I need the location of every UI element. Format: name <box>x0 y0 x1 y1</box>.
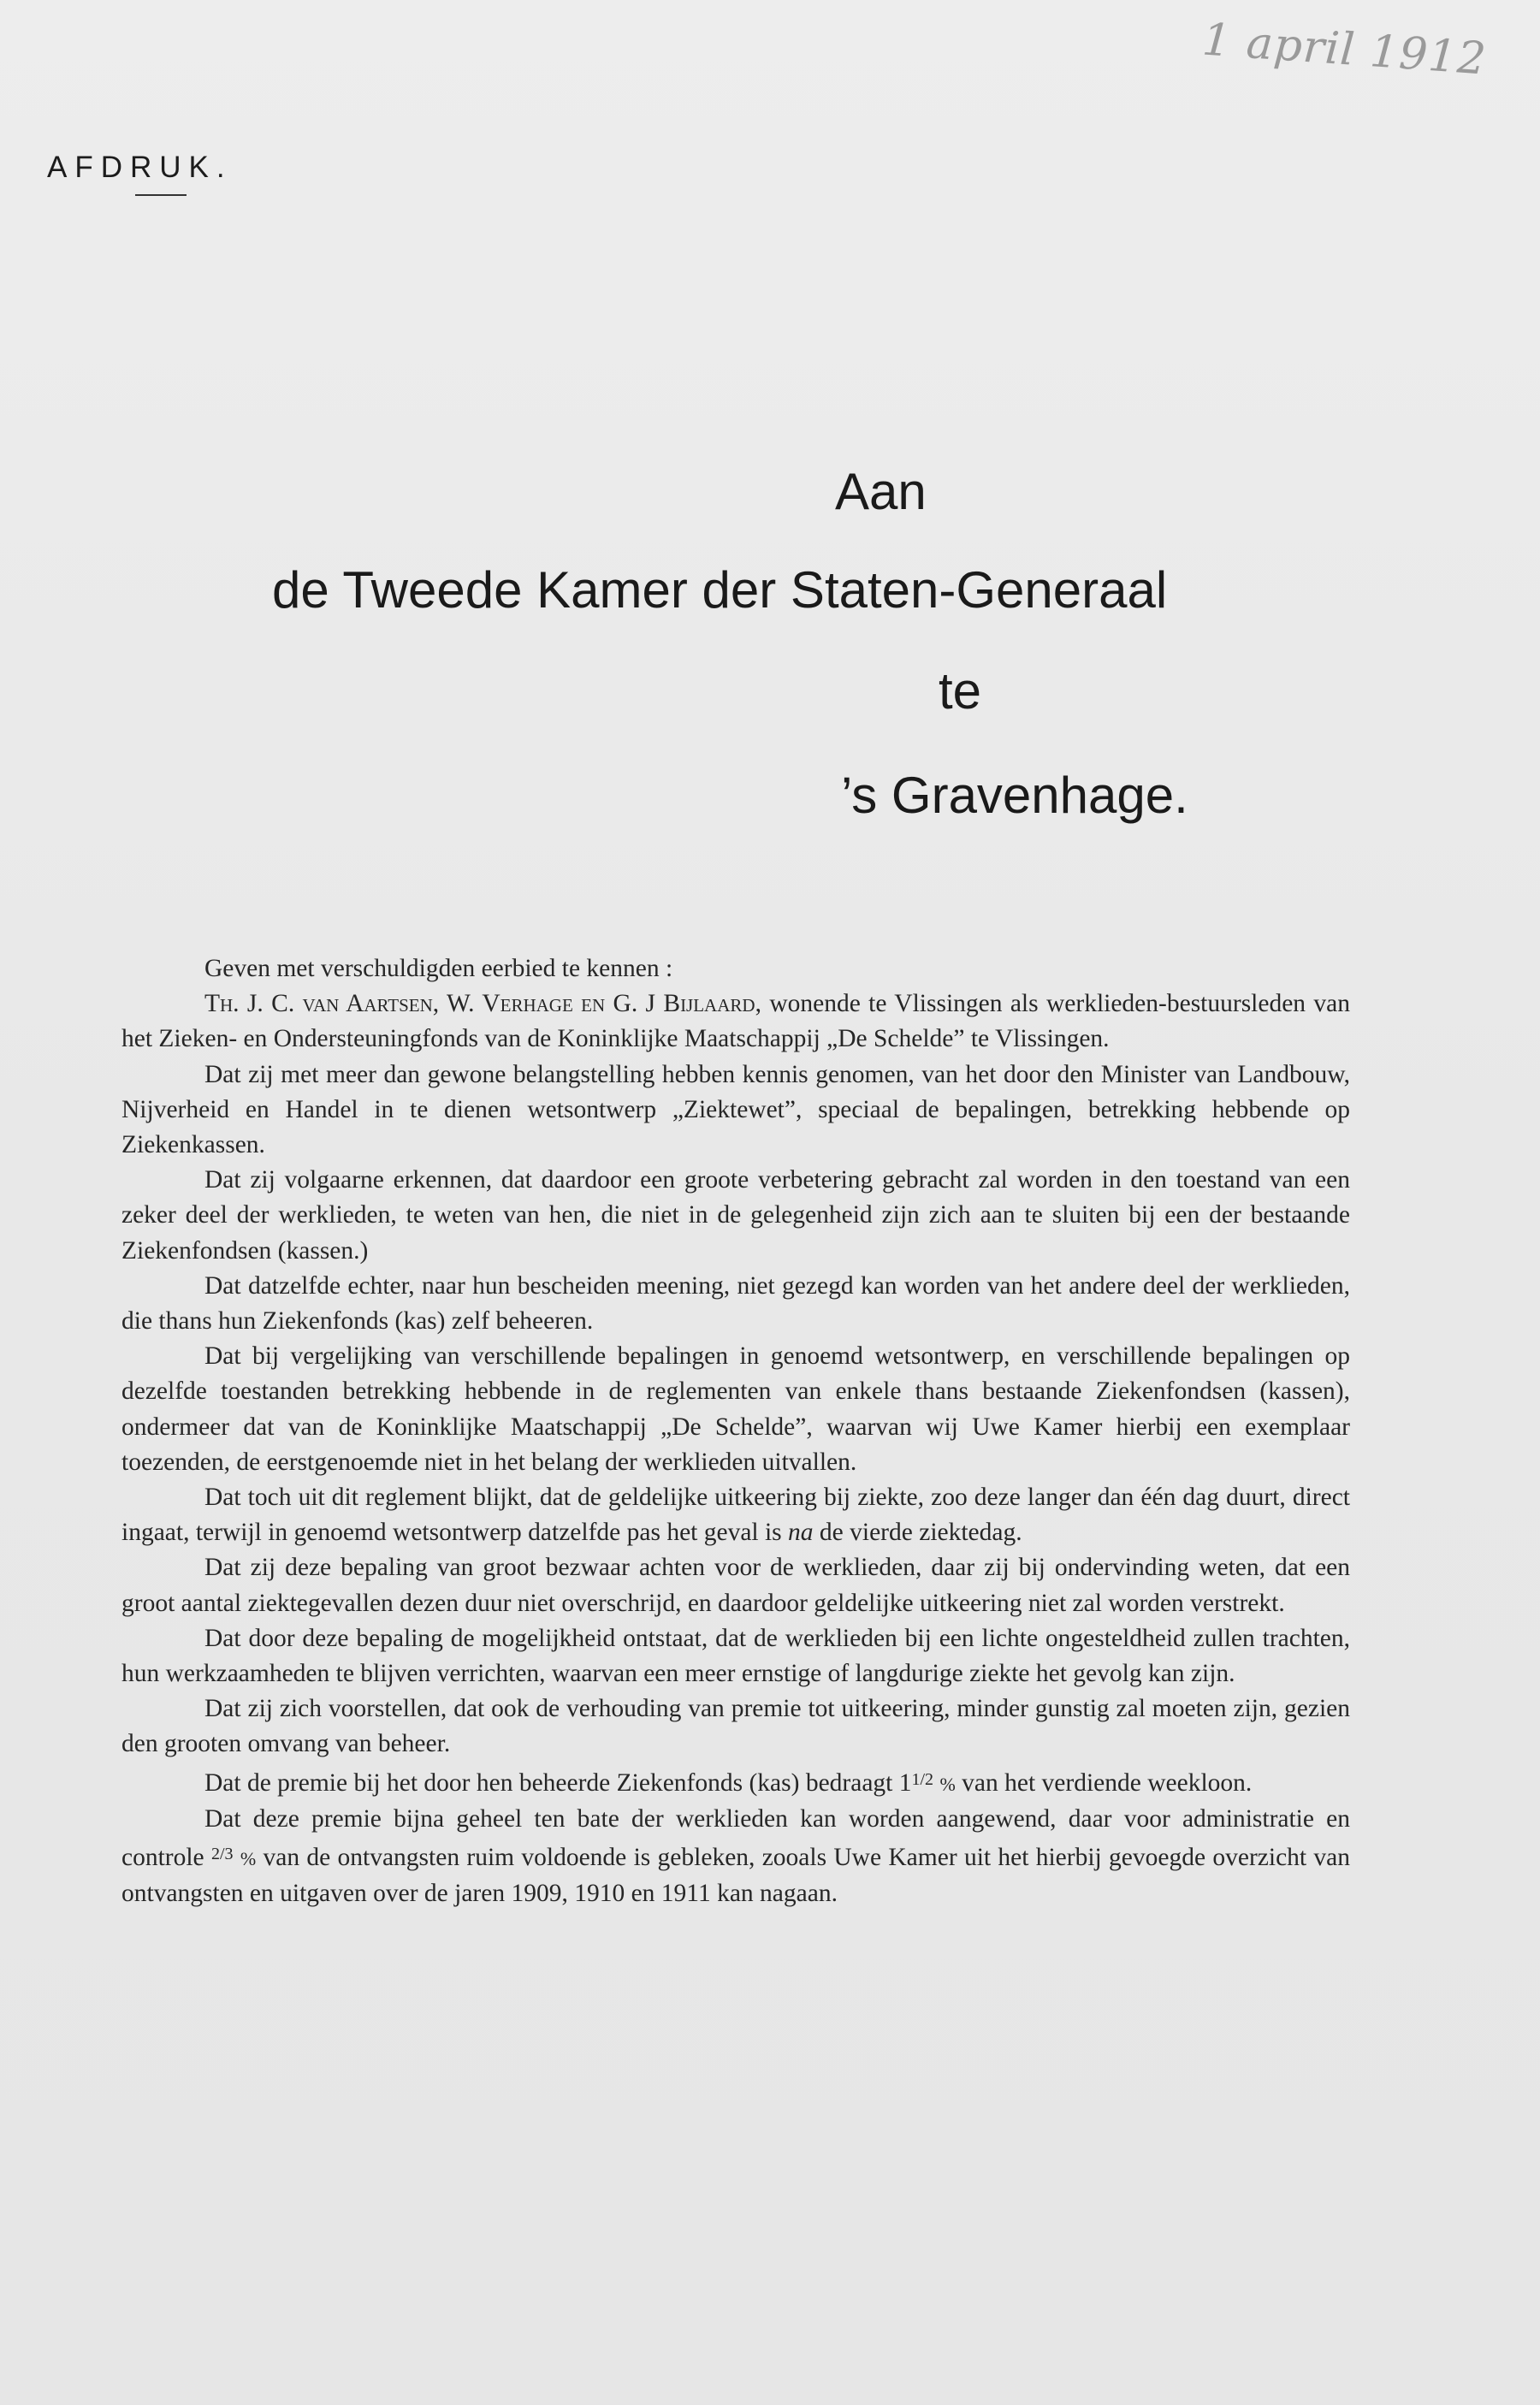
petitioner-details: wonende te Vlissingen als werklieden-bestuursleden van het Zieken- en Ondersteuningfonds van de Koninklijke Maatschappij „De Schelde” te Vlissingen. <box>121 990 1351 1053</box>
admin-fraction: 2/3 <box>210 1845 234 1864</box>
addressee-line-kamer: de Tweede Kamer der Staten-Generaal <box>272 561 1168 619</box>
header-mark: AFDRUK. <box>47 151 233 184</box>
petition-body <box>121 951 1350 1911</box>
paragraph-7-text-b: de vierde ziektedag. <box>813 1519 1022 1547</box>
paragraph-12-text-b: van de ontvangsten ruim voldoende is gebleken, zooals Uwe Kamer uit het hierbij gevoegde overzicht van ontvangsten en uitgaven over de jaren 1909, 1910 en 1911 kan nagaan. <box>121 1844 1351 1908</box>
paragraph-11-text-a: Dat de premie bij het door hen beheerde Ziekenfonds (kas) bedraagt <box>204 1768 899 1797</box>
paragraph-6: Dat bij vergelijking van verschillende bepalingen in genoemd wetsontwerp, en verschillende bepalingen op dezelfde toestanden betrekking hebbende in de reglementen van enkele thans bestaande Ziekenfondsen (kassen), ondermeer dat van de Koninklijke Maatschappij „De Schelde”, waarvan wij Uwe Kamer hierbij een exemplaar toezenden, de eerstgenoemde niet in het belang der werklieden uitvallen. <box>121 1342 1350 1476</box>
paragraph-11 <box>121 1762 1350 1802</box>
premium-whole: 1 <box>898 1768 912 1797</box>
paragraph-9: Dat door deze bepaling de mogelijkheid ontstaat, dat de werklieden bij een lichte ongesteldheid zullen trachten, hun werkzaamheden te blijven verrichten, waarvan een meer ernstige of langdurige ziekte het gevolg kan zijn. <box>121 1624 1350 1688</box>
premium-fraction: 1/2 <box>911 1769 934 1789</box>
paragraph-3: Dat zij met meer dan gewone belangstelling hebben kennis genomen, van het door den Minister van Landbouw, Nijverheid en Handel in te dienen wetsontwerp „Ziektewet”, speciaal de bepalingen, betrekking hebbende op Ziekenkassen. <box>121 1060 1350 1159</box>
paragraph-petitioners <box>121 986 1350 1057</box>
paragraph-7-emphasis: na <box>788 1519 814 1547</box>
paragraph-12-text-a: Dat deze premie bijna geheel ten bate der werklieden kan worden aangewend, daar voor administratie en controle <box>121 1804 1350 1872</box>
header-underline <box>135 194 187 196</box>
paragraph-12 <box>121 1802 1350 1912</box>
petitioner-names: Th. J. C. van Aartsen, W. Verhage en G. J Bijlaard, <box>204 990 761 1018</box>
admin-percent-sign: % <box>240 1848 257 1870</box>
paragraph-7 <box>121 1480 1350 1550</box>
paragraph-intro: Geven met verschuldigden eerbied te kennen : <box>204 955 673 982</box>
paragraph-7-text-a: Dat toch uit dit reglement blijkt, dat de geldelijke uitkeering bij ziekte, zoo deze langer dan één dag duurt, direct ingaat, terwijl in genoemd wetsontwerp datzelfde pas het geval is <box>121 1484 1350 1547</box>
paragraph-4: Dat zij volgaarne erkennen, dat daardoor een groote verbetering gebracht zal worden in den toestand van een zeker deel der werklieden, te weten van hen, die niet in de gelegenheid zijn zich aan te sluiten bij een der bestaande Ziekenfondsen (kassen.) <box>121 1166 1350 1265</box>
paragraph-5: Dat datzelfde echter, naar hun bescheiden meening, niet gezegd kan worden van het andere deel der werklieden, die thans hun Ziekenfonds (kas) zelf beheeren. <box>121 1271 1350 1336</box>
paragraph-8: Dat zij deze bepaling van groot bezwaar achten voor de werklieden, daar zij bij ondervinding weten, dat een groot aantal ziektegevallen dezen duur niet overschrijd, en daardoor geldelijke uitkeering niet zal worden verstrekt. <box>121 1554 1350 1617</box>
paragraph-10: Dat zij zich voorstellen, dat ook de verhouding van premie tot uitkeering, minder gunstig zal moeten zijn, gezien den grooten omvang van beheer. <box>121 1695 1350 1758</box>
handwritten-date: 1 april 1912 <box>1200 14 1489 86</box>
paragraph-11-text-b: van het verdiende weekloon. <box>955 1768 1253 1797</box>
addressee-line-aan: Aan <box>835 463 927 520</box>
premium-percent-sign: % <box>939 1773 956 1795</box>
addressee-line-city: ’s Gravenhage. <box>841 767 1188 824</box>
addressee-line-te: te <box>939 662 982 720</box>
